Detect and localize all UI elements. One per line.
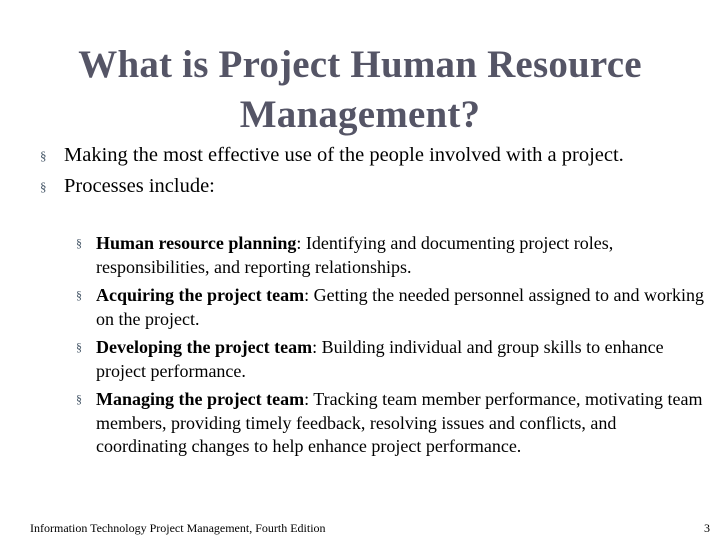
process-term: Developing the project team — [96, 337, 313, 357]
process-item — [76, 336, 706, 383]
square-bullet-icon: § — [76, 340, 82, 354]
process-term: Human resource planning — [96, 233, 297, 253]
bullet-item — [40, 143, 700, 168]
process-description: : Identifying and documenting project roles, responsibilities, and reporting relationships. — [96, 233, 614, 277]
process-description: : Tracking team member performance, motivating team members, providing timely feedback, resolving issues and conflicts, and coordinating changes to help enhance project performance. — [96, 389, 703, 456]
square-bullet-icon: § — [40, 148, 47, 163]
slide-title-line-1: What is Project Human Resource — [78, 43, 642, 87]
process-term: Managing the project team — [96, 389, 305, 409]
square-bullet-icon: § — [76, 392, 82, 406]
process-item — [76, 232, 706, 279]
bullet-text: Making the most effective use of the people involved with a project. — [64, 144, 624, 166]
slide-title-line-2: Management? — [239, 93, 481, 137]
bullet-item — [40, 174, 700, 199]
process-item — [76, 284, 706, 331]
main-bullet-list — [40, 143, 700, 205]
square-bullet-icon: § — [76, 288, 82, 302]
processes-sub-list — [76, 232, 706, 464]
slide-title — [40, 40, 680, 140]
bullet-text: Processes include: — [64, 175, 215, 197]
process-description: : Building individual and group skills to enhance project performance. — [96, 337, 664, 381]
square-bullet-icon: § — [76, 236, 82, 250]
process-description: : Getting the needed personnel assigned to and working on the project. — [96, 285, 705, 329]
page-number: 3 — [704, 521, 710, 535]
process-term: Acquiring the project team — [96, 285, 305, 305]
square-bullet-icon: § — [40, 179, 47, 194]
slide-footer: Information Technology Project Management, Fourth Edition — [30, 521, 326, 535]
process-item — [76, 388, 706, 459]
